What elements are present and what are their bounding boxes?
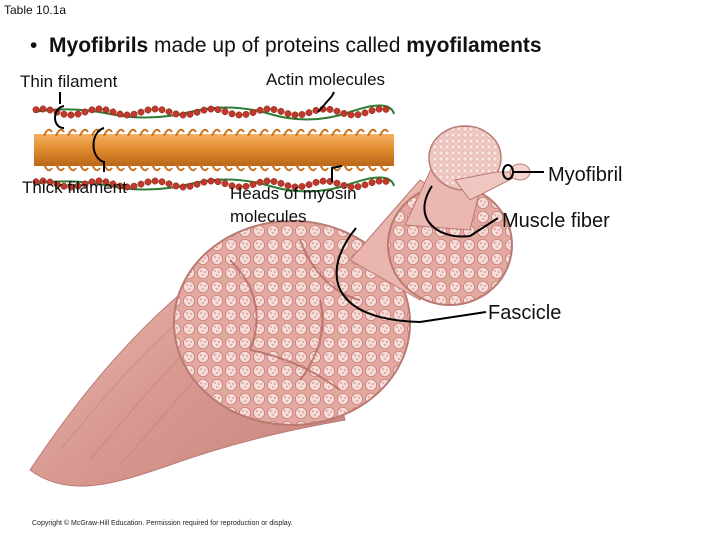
label-thick-filament: Thick filament (22, 178, 127, 197)
actin-bead (145, 179, 151, 185)
actin-bead (327, 106, 333, 112)
actin-bead (110, 109, 116, 115)
bullet-text: made up of proteins called (148, 34, 407, 57)
actin-bead (173, 111, 179, 117)
actin-bead (40, 106, 46, 112)
actin-bead (208, 178, 214, 184)
actin-bead (103, 107, 109, 113)
bullet-bold-myofibrils: Myofibrils (49, 34, 149, 57)
copyright-notice: Copyright © McGraw-Hill Education. Permission required for reproduction or display. (32, 520, 293, 527)
actin-bead (166, 109, 172, 115)
actin-bead (201, 179, 207, 185)
label-myofibril: Myofibril (548, 164, 623, 186)
table-tag: Table 10.1a (4, 3, 67, 17)
actin-bead (383, 106, 389, 112)
actin-bead (222, 108, 228, 114)
actin-bead (236, 112, 242, 118)
actin-bead (341, 110, 347, 116)
actin-bead (201, 107, 207, 113)
label-myosin-heads-line2: molecules (230, 207, 307, 226)
actin-bead (306, 109, 312, 115)
actin-bead (145, 107, 151, 113)
actin-bead (131, 183, 137, 189)
actin-bead (285, 110, 291, 116)
actin-bead (75, 111, 81, 117)
actin-bead (208, 106, 214, 112)
actin-bead (271, 106, 277, 112)
actin-bead (362, 110, 368, 116)
actin-bead (82, 109, 88, 115)
actin-bead (68, 112, 74, 118)
actin-bead (257, 107, 263, 113)
label-fascicle: Fascicle (488, 302, 562, 324)
actin-bead (89, 107, 95, 113)
actin-bead (250, 109, 256, 115)
actin-bead (299, 111, 305, 117)
actin-bead (96, 106, 102, 112)
actin-bead (376, 106, 382, 112)
actin-bead (187, 111, 193, 117)
bullet-bold-myofilaments: myofilaments (406, 34, 542, 57)
actin-bead (159, 179, 165, 185)
actin-bead (180, 184, 186, 190)
actin-bead (138, 109, 144, 115)
actin-bead (383, 178, 389, 184)
label-thin-filament: Thin filament (20, 72, 118, 91)
bullet-dot: • (30, 34, 50, 57)
actin-bead (131, 111, 137, 117)
actin-bead (376, 178, 382, 184)
actin-bead (187, 183, 193, 189)
actin-bead (355, 111, 361, 117)
thick-filament (34, 130, 394, 171)
actin-bead (215, 106, 221, 112)
label-myosin-heads-line1: Heads of myosin (230, 184, 357, 203)
actin-bead (180, 112, 186, 118)
actin-bead (334, 108, 340, 114)
actin-bead (362, 182, 368, 188)
actin-bead (369, 107, 375, 113)
actin-bead (243, 111, 249, 117)
actin-bead (152, 178, 158, 184)
actin-bead (124, 112, 130, 118)
label-actin-molecules: Actin molecules (266, 70, 386, 89)
actin-bead (194, 109, 200, 115)
actin-bead (278, 108, 284, 114)
actin-bead (152, 106, 158, 112)
label-muscle-fiber: Muscle fiber (502, 210, 610, 232)
actin-bead (138, 181, 144, 187)
actin-bead (61, 111, 67, 117)
actin-bead (229, 111, 235, 117)
actin-bead (222, 180, 228, 186)
actin-bead (369, 179, 375, 185)
actin-bead (194, 181, 200, 187)
actin-bead (47, 107, 53, 113)
actin-bead (348, 112, 354, 118)
actin-bead (166, 181, 172, 187)
actin-bead (33, 107, 39, 113)
actin-bead (264, 106, 270, 112)
actin-bead (215, 178, 221, 184)
actin-bead (292, 112, 298, 118)
actin-filament-upper (33, 105, 394, 119)
actin-bead (117, 111, 123, 117)
actin-bead (173, 183, 179, 189)
actin-bead (159, 107, 165, 113)
